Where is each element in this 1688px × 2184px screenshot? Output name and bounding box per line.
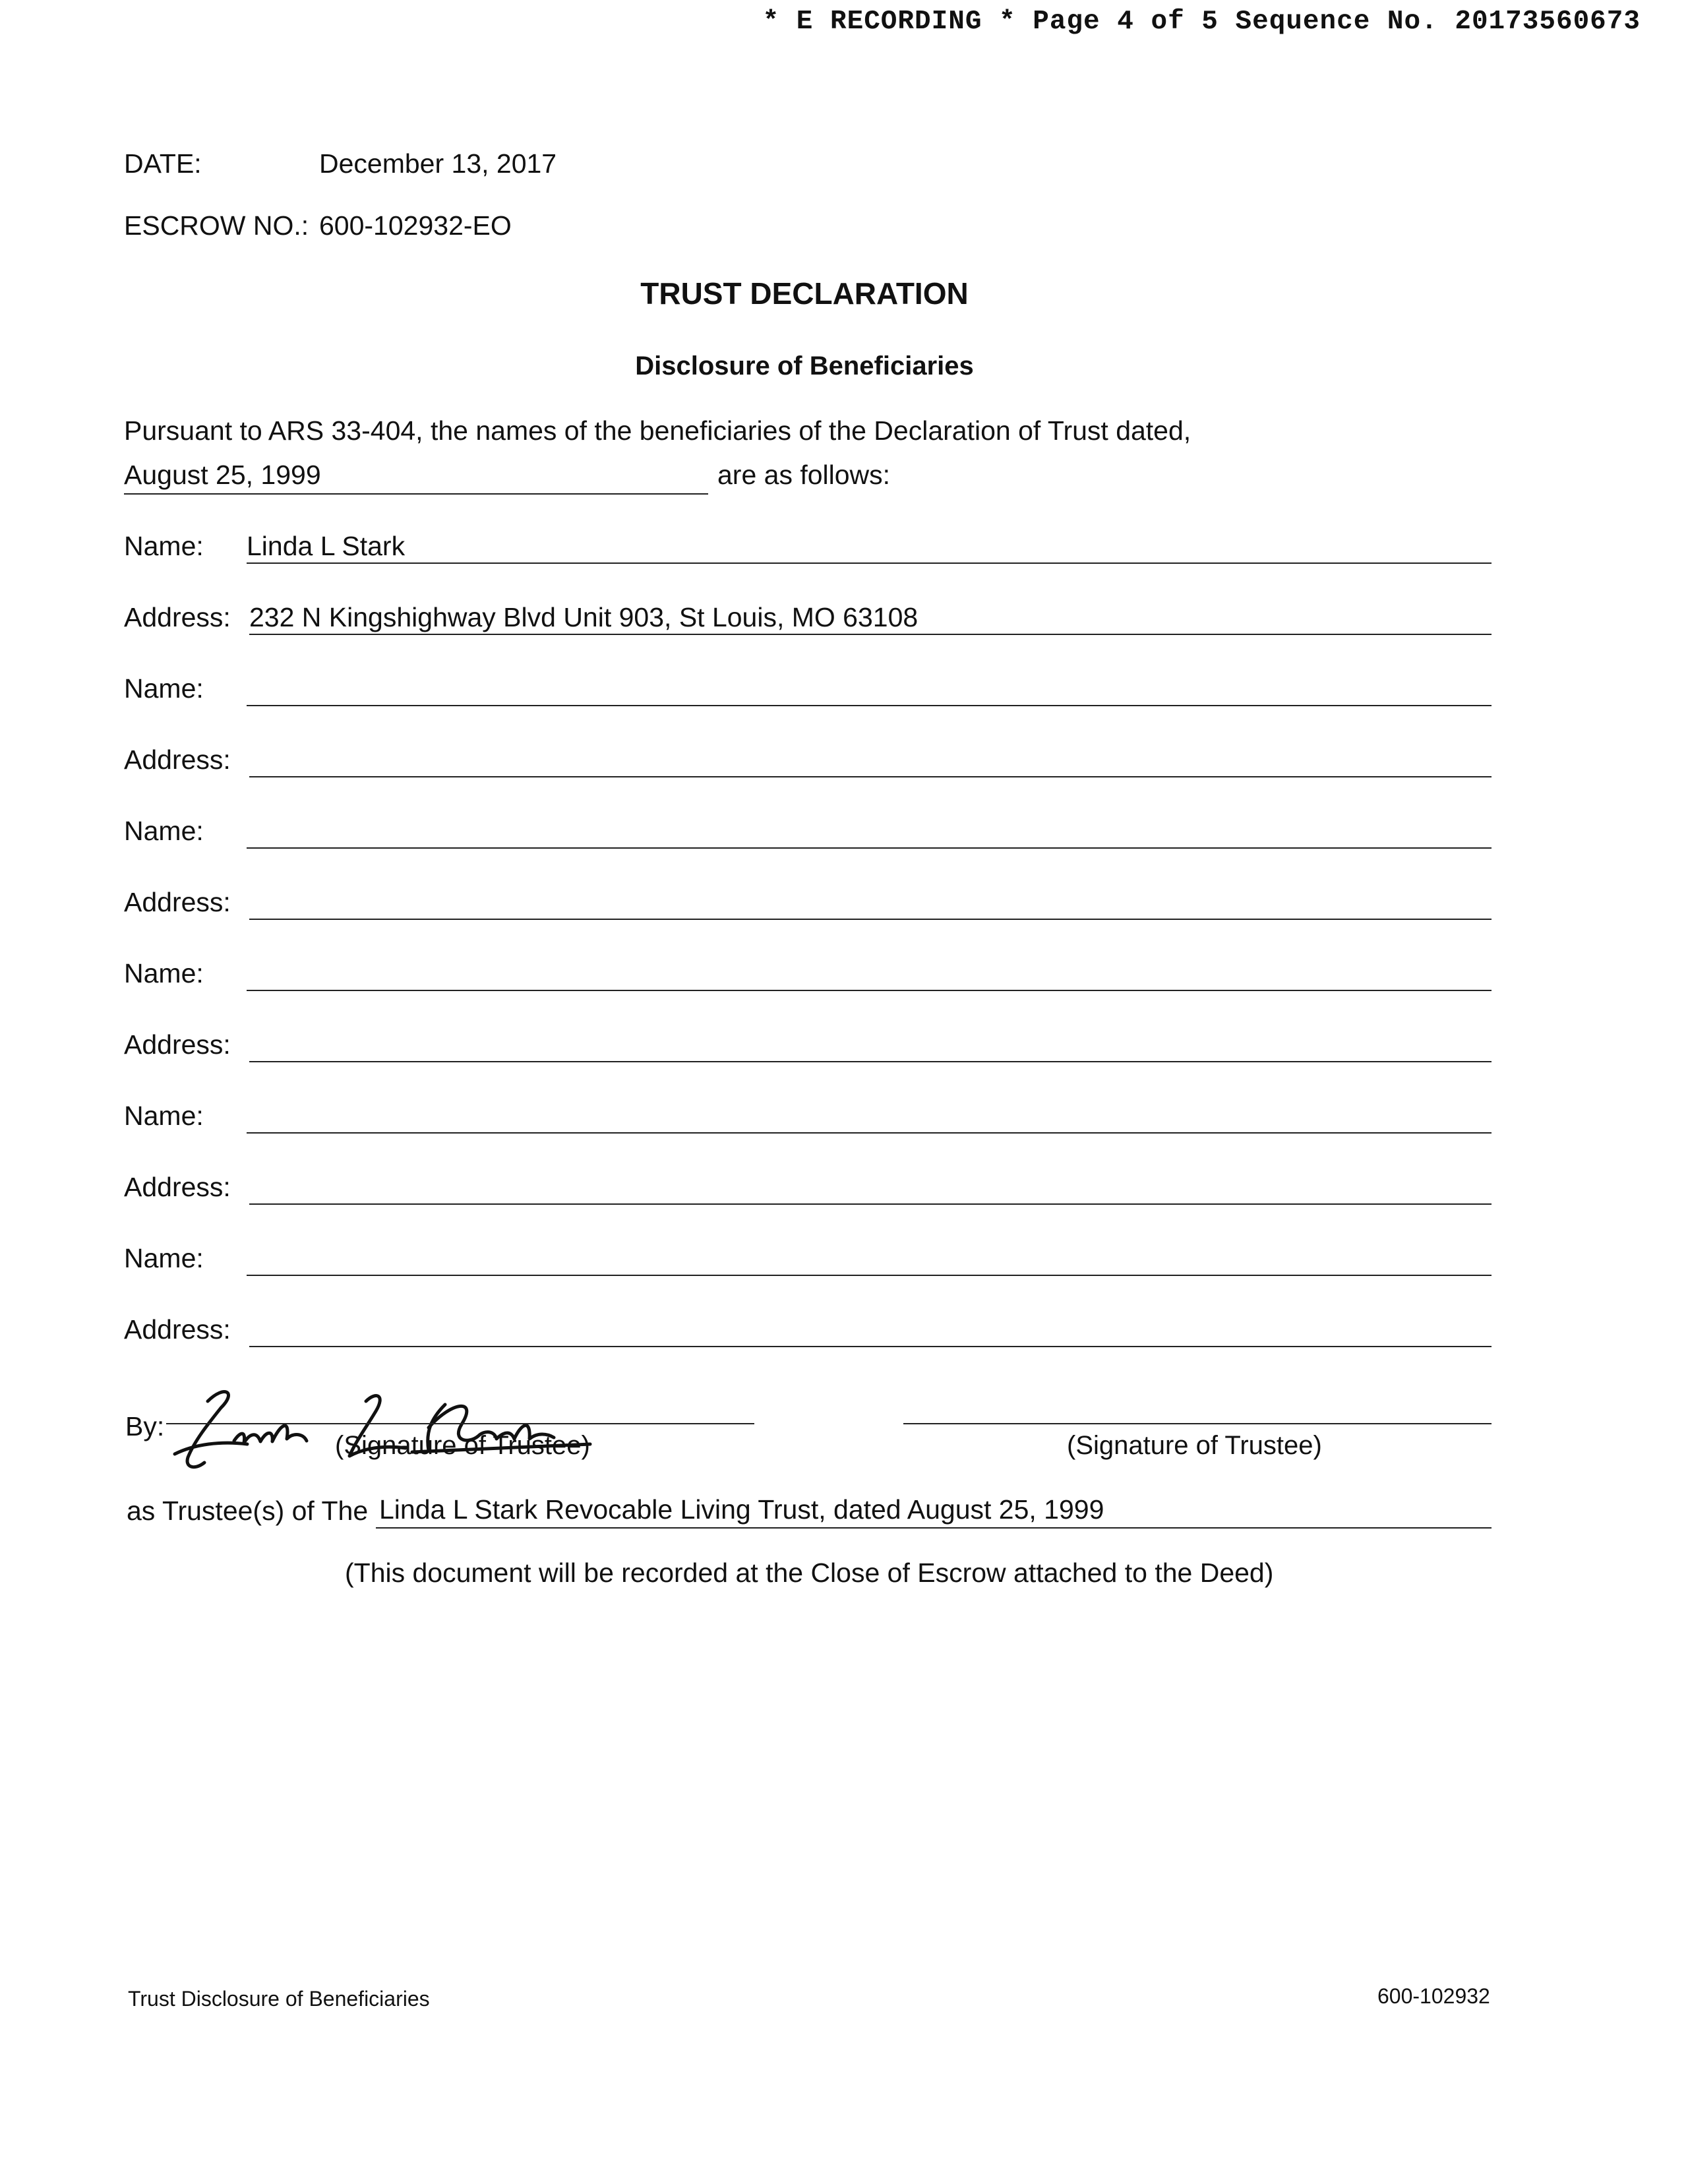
date-value: December 13, 2017 bbox=[319, 148, 557, 179]
beneficiary-address-label: Address: bbox=[124, 602, 231, 632]
intro-text: Pursuant to ARS 33-404, the names of the beneficiaries of the Declaration of Trust dated, bbox=[124, 415, 1191, 446]
beneficiary-address-value: 232 N Kingshighway Blvd Unit 903, St Louis, MO 63108 bbox=[249, 602, 919, 632]
trustee-signature-line-1 bbox=[166, 1423, 754, 1424]
trustee-prefix: as Trustee(s) of The bbox=[127, 1496, 369, 1526]
beneficiary-name-label: Name: bbox=[124, 816, 204, 846]
beneficiary-address-label: Address: bbox=[124, 887, 231, 917]
beneficiary-name-line bbox=[247, 705, 1492, 706]
footer-escrow-number: 600-102932 bbox=[1377, 1984, 1490, 2008]
by-label: By: bbox=[125, 1411, 165, 1441]
beneficiary-name-line bbox=[247, 562, 1492, 564]
recording-note: (This document will be recorded at the Close of Escrow attached to the Deed) bbox=[345, 1558, 1274, 1588]
beneficiary-address-line bbox=[249, 1203, 1492, 1205]
beneficiary-name-label: Name: bbox=[124, 1243, 204, 1273]
beneficiary-address-line bbox=[249, 776, 1492, 777]
beneficiary-name-line bbox=[247, 847, 1492, 849]
beneficiary-address-label: Address: bbox=[124, 1314, 231, 1345]
beneficiary-address-label: Address: bbox=[124, 1172, 231, 1202]
trust-date-value: August 25, 1999 bbox=[124, 460, 321, 490]
recording-header: * E RECORDING * Page 4 of 5 Sequence No. 20173560673 bbox=[762, 7, 1641, 37]
trust-name-value: Linda L Stark Revocable Living Trust, dated August 25, 1999 bbox=[379, 1494, 1104, 1525]
beneficiary-name-line bbox=[247, 1275, 1492, 1276]
trustee-signature-line-2 bbox=[903, 1423, 1492, 1424]
beneficiary-name-line bbox=[247, 1132, 1492, 1134]
beneficiary-address-label: Address: bbox=[124, 744, 231, 775]
trust-date-line bbox=[124, 493, 708, 495]
beneficiary-address-line bbox=[249, 634, 1492, 635]
footer-title: Trust Disclosure of Beneficiaries bbox=[128, 1987, 430, 2011]
trustee-signature-image bbox=[168, 1378, 603, 1477]
beneficiary-name-label: Name: bbox=[124, 673, 204, 704]
beneficiary-name-label: Name: bbox=[124, 1101, 204, 1131]
page-subtitle: Disclosure of Beneficiaries bbox=[635, 351, 974, 380]
escrow-label: ESCROW NO.: bbox=[124, 210, 309, 241]
beneficiary-name-label: Name: bbox=[124, 531, 204, 561]
beneficiary-address-label: Address: bbox=[124, 1029, 231, 1060]
beneficiary-name-line bbox=[247, 990, 1492, 991]
signature-caption-2: (Signature of Trustee) bbox=[1067, 1431, 1322, 1460]
beneficiary-name-value: Linda L Stark bbox=[247, 531, 406, 561]
beneficiary-address-line bbox=[249, 1346, 1492, 1347]
signature-caption-1: (Signature of Trustee) bbox=[335, 1431, 590, 1460]
date-label: DATE: bbox=[124, 148, 202, 179]
beneficiary-address-line bbox=[249, 1061, 1492, 1062]
beneficiary-name-label: Name: bbox=[124, 958, 204, 988]
beneficiary-address-line bbox=[249, 919, 1492, 920]
intro-suffix: are as follows: bbox=[717, 460, 891, 490]
trust-name-line bbox=[376, 1527, 1492, 1529]
escrow-value: 600-102932-EO bbox=[319, 210, 512, 241]
page-title: TRUST DECLARATION bbox=[640, 276, 969, 311]
